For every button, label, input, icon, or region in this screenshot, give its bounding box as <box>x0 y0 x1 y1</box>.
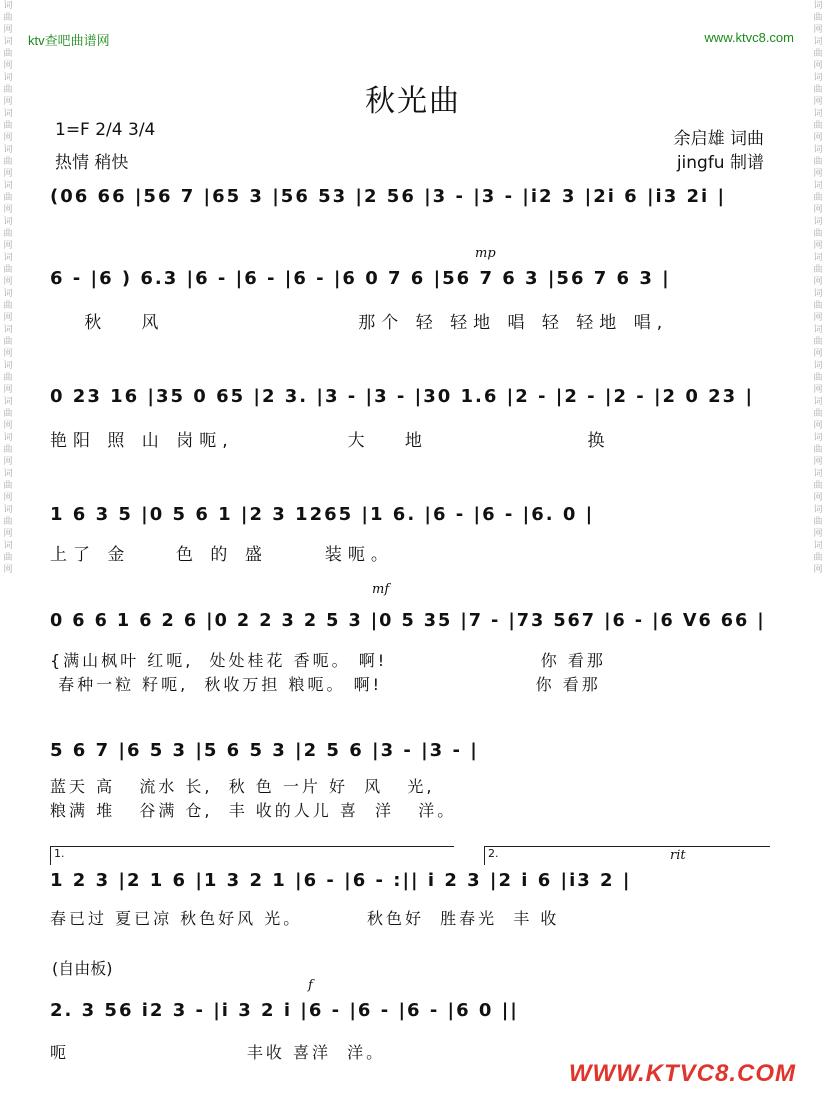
author-credit: 余启雄 词曲 <box>673 129 764 149</box>
dynamic-mark: mp <box>475 246 496 261</box>
score-row-7 <box>50 848 766 948</box>
volta-first-ending: 1. <box>50 846 454 865</box>
lyrics-line: 呃 丰收 喜洋 洋。 <box>50 1043 386 1062</box>
notation-line: (06 66 |56 7 |65 3 |56 53 |2 56 |3 - |3 - |i2 3 |2i 6 |i3 2i | <box>50 186 727 207</box>
score-row-8 <box>50 978 766 1068</box>
notation-line: 1 6 3 5 |0 5 6 1 |2 3 1265 |1 6. |6 - |6 - |6. 0 | <box>50 504 595 525</box>
site-name-left: ktv查吧曲谱网 <box>28 33 110 48</box>
lyrics-line: 上了 金 色 的 盛 装呃。 <box>50 545 394 565</box>
site-url-right: www.ktvc8.com <box>704 30 794 45</box>
score-row-6 <box>50 738 766 828</box>
score-row-3 <box>50 380 766 460</box>
volta-second-ending: 2. <box>484 846 770 865</box>
notation-line: 6 - |6 ) 6.3 |6 - |6 - |6 - |6 0 7 6 |56 7 6 3 |56 7 6 3 | <box>50 268 671 289</box>
ritardando-mark: rit <box>670 848 686 863</box>
lyrics-line: 春已过 夏已凉 秋色好风 光。 秋色好 胜春光 丰 收 <box>50 909 560 928</box>
song-title: 秋光曲 <box>365 84 461 119</box>
side-watermark-right: 词曲网词曲网词曲网词曲网词曲网词曲网词曲网词曲网词曲网词曲网词曲网词曲网词曲网词曲网词曲网词曲网 <box>813 1 823 575</box>
free-tempo-marking: (自由板) <box>52 959 113 978</box>
score-row-2 <box>50 246 766 338</box>
lyrics-line: 艳阳 照 山 岗呃, 大 地 换 <box>50 431 611 451</box>
notation-line: 0 23 16 |35 0 65 |2 3. |3 - |3 - |30 1.6 |2 - |2 - |2 - |2 0 23 | <box>50 386 755 407</box>
lyrics-line: 秋 风 那个 轻 轻地 唱 轻 轻地 唱, <box>50 313 669 333</box>
notation-line: 0 6 6 1 6 2 6 |0 2 2 3 2 5 3 |0 5 35 |7 - |73 567 |6 - |6 V6 66 | <box>50 610 766 631</box>
lyrics-line-verse-1: {满山枫叶 红呃, 处处桂花 香呃。 啊! 你 看那 <box>50 651 606 670</box>
dynamic-mark: mf <box>372 582 390 597</box>
notation-line: 2. 3 56 i2 3 - |i 3 2 i |6 - |6 - |6 - |6 0 || <box>50 1000 519 1021</box>
lyrics-line-verse-1: 蓝天 高 流水 长, 秋 色 一片 好 风 光, <box>50 777 435 796</box>
tempo-marking: 热情 稍快 <box>55 153 129 173</box>
score-row-1 <box>50 178 766 218</box>
key-signature: 1=F 2/4 3/4 <box>55 120 156 140</box>
dynamic-mark: f <box>308 978 313 993</box>
notation-line: 1 2 3 |2 1 6 |1 3 2 1 |6 - |6 - :|| i 2 3 |2 i 6 |i3 2 | <box>50 870 632 891</box>
score-row-5 <box>50 582 766 696</box>
arranger-credit: jingfu 制谱 <box>676 153 764 173</box>
side-watermark-left: 词曲网词曲网词曲网词曲网词曲网词曲网词曲网词曲网词曲网词曲网词曲网词曲网词曲网词曲网词曲网词曲网 <box>3 1 13 575</box>
lyrics-line-verse-2: 粮满 堆 谷满 仓, 丰 收的人儿 喜 洋 洋。 <box>50 801 457 820</box>
notation-line: 5 6 7 |6 5 3 |5 6 5 3 |2 5 6 |3 - |3 - | <box>50 740 479 761</box>
bottom-watermark: WWW.KTVC8.COM <box>568 1060 796 1087</box>
score-row-4 <box>50 500 766 580</box>
lyrics-line-verse-2: 春种一粒 籽呃, 秋收万担 粮呃。 啊! 你 看那 <box>50 675 601 694</box>
